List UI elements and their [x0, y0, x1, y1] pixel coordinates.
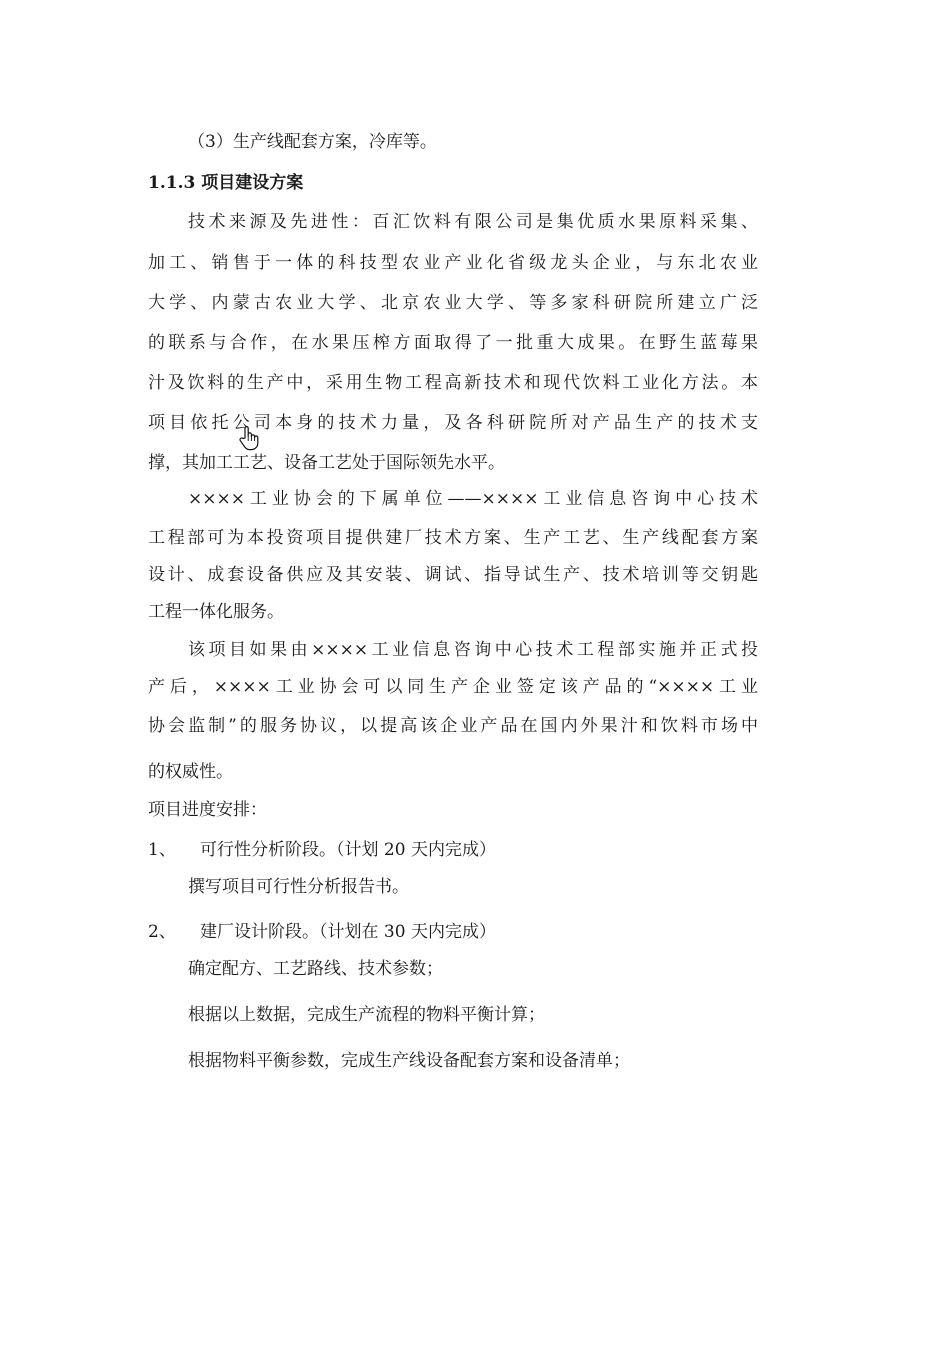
step-title: 可行性分析阶段。（计划 20 天内完成） — [200, 840, 496, 860]
paragraph-line: 撑，其加工工艺、设备工艺处于国际领先水平。 — [148, 453, 505, 473]
list-item-3: （3）生产线配套方案，冷库等。 — [188, 132, 437, 152]
paragraph-line: 工程部可为本投资项目提供建厂技术方案、生产工艺、生产线配套方案 — [148, 528, 758, 548]
paragraph-line: 加工、销售于一体的科技型农业产业化省级龙头企业，与东北农业 — [148, 253, 758, 273]
step-title: 建厂设计阶段。（计划在 30 天内完成） — [200, 922, 496, 942]
step-number: 2、 — [148, 922, 176, 942]
paragraph-line: ××××工业协会的下属单位——××××工业信息咨询中心技术 — [188, 489, 758, 509]
paragraph-line: 项目依托公司本身的技术力量，及各科研院所对产品生产的技术支 — [148, 413, 758, 433]
step-detail: 确定配方、工艺路线、技术参数； — [188, 959, 443, 979]
paragraph-line: 大学、内蒙古农业大学、北京农业大学、等多家科研院所建立广泛 — [148, 293, 758, 313]
paragraph-line: 汁及饮料的生产中，采用生物工程高新技术和现代饮料工业化方法。本 — [148, 373, 758, 393]
step-detail: 撰写项目可行性分析报告书。 — [188, 877, 409, 897]
schedule-title: 项目进度安排： — [148, 800, 267, 820]
paragraph-line: 该项目如果由××××工业信息咨询中心技术工程部实施并正式投 — [188, 640, 758, 660]
paragraph-line: 协会监制”的服务协议，以提高该企业产品在国内外果汁和饮料市场中 — [148, 716, 758, 736]
paragraph-line: 技术来源及先进性：百汇饮料有限公司是集优质水果原料采集、 — [188, 212, 758, 232]
hand-pointer-icon — [238, 425, 260, 451]
paragraph-line: 设计、成套设备供应及其安装、调试、指导试生产、技术培训等交钥匙 — [148, 565, 758, 585]
paragraph-line: 产后，××××工业协会可以同生产企业签定该产品的“××××工业 — [148, 677, 758, 697]
step-detail: 根据以上数据，完成生产流程的物料平衡计算； — [188, 1005, 545, 1025]
paragraph-line: 的联系与合作，在水果压榨方面取得了一批重大成果。在野生蓝莓果 — [148, 333, 758, 353]
step-number: 1、 — [148, 840, 176, 860]
section-heading: 1.1.3 项目建设方案 — [148, 173, 304, 193]
paragraph-line: 的权威性。 — [148, 762, 233, 782]
paragraph-line: 工程一体化服务。 — [148, 602, 284, 622]
step-detail: 根据物料平衡参数，完成生产线设备配套方案和设备清单； — [188, 1051, 630, 1071]
